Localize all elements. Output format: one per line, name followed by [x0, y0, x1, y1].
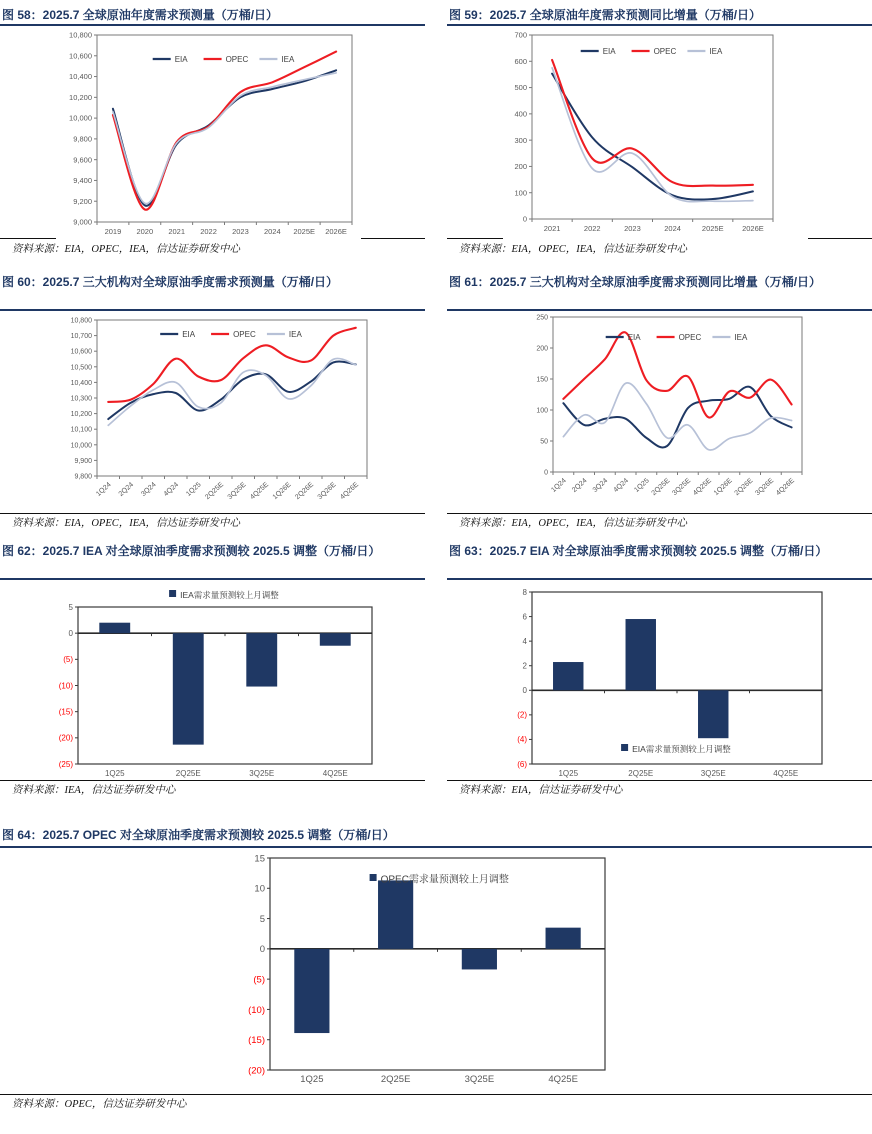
f62-xtick: 1Q25 [104, 769, 125, 779]
figure-61-title: 图 61：2025.7 三大机构对全球原油季度需求预测同比增量（万桶/日） [449, 274, 822, 289]
f61-xtick: 1Q25 [633, 476, 651, 494]
f64-ytick: (15) [248, 1034, 265, 1046]
f60-legend-label: OPEC [233, 329, 256, 339]
f61-xtick: 4Q24 [612, 476, 630, 494]
f61-plot-border [553, 317, 802, 472]
figure-58-chart [0, 26, 425, 238]
f62-xtick: 2Q25E [175, 769, 201, 779]
f64-xtick: 2Q25E [380, 1073, 411, 1085]
f59-legend-label: EIA [602, 46, 616, 56]
f60-ytick: 10,600 [70, 348, 92, 356]
f59-xtick: 2025E [701, 224, 724, 233]
f61-ytick: 100 [536, 407, 548, 415]
f61-svg [447, 311, 872, 513]
f58-legend-label: OPEC [225, 54, 249, 64]
f61-ytick: 150 [536, 376, 548, 384]
f59-ytick: 300 [514, 135, 527, 145]
f58-legend-label: EIA [174, 54, 188, 64]
f63-ytick: (2) [517, 710, 527, 720]
f62-bar-2Q25E [173, 633, 204, 744]
f58-legend [153, 55, 295, 64]
figure-60 [0, 273, 425, 531]
f61-legend [606, 332, 748, 341]
f58-ytick: 9,000 [73, 217, 92, 227]
figure-62-source: 资料来源：IEA，信达证券研发中心 [12, 785, 176, 797]
f58-series-OPEC [113, 52, 336, 210]
f63-xtick: 3Q25E [700, 769, 726, 779]
f63-ytick: 2 [522, 661, 527, 671]
f60-svg [0, 311, 425, 513]
f58-ytick: 10,800 [69, 30, 92, 40]
f59-svg [447, 26, 872, 238]
f60-xtick: 1Q25 [185, 480, 203, 498]
f60-xtick: 1Q26E [271, 480, 293, 501]
f61-xtick: 1Q26E [712, 476, 734, 497]
f60-series-OPEC [108, 327, 356, 401]
f58-xtick: 2024 [263, 227, 281, 236]
figure-64-source-row [0, 1094, 872, 1112]
f59-ytick: 400 [514, 109, 527, 119]
f61-ytick: 50 [540, 438, 548, 446]
f63-xtick: 1Q25 [558, 769, 579, 779]
figure-63-chart [447, 580, 872, 780]
f58-ytick: 9,600 [73, 155, 92, 165]
f64-legend [370, 872, 509, 885]
f60-ytick: 10,400 [70, 379, 92, 387]
f59-ytick: 100 [514, 188, 527, 198]
figure-60-title: 图 60：2025.7 三大机构对全球原油季度需求预测量（万桶/日） [2, 274, 339, 289]
f64-ytick: (10) [248, 1004, 265, 1016]
figure-64 [0, 824, 872, 1112]
f59-xtick: 2026E [742, 224, 764, 233]
figure-60-source: 资料来源：EIA，OPEC，IEA，信达证券研发中心 [12, 517, 241, 529]
figure-62-chart [0, 580, 425, 780]
f62-legend [169, 590, 279, 600]
f61-legend-label: OPEC [678, 332, 702, 342]
f63-xtick: 2Q25E [628, 769, 654, 779]
f59-legend [581, 47, 723, 56]
f62-svg [0, 580, 425, 780]
f60-xtick: 3Q26E [316, 480, 338, 501]
f61-xtick: 3Q25E [671, 476, 693, 497]
f62-ytick: (10) [58, 681, 73, 691]
figure-59-source: 资料来源：EIA，OPEC，IEA，信达证券研发中心 [459, 244, 688, 255]
f64-bar-2Q25E [378, 880, 413, 948]
f61-xtick: 3Q24 [591, 476, 610, 494]
f62-xtick: 4Q25E [322, 769, 348, 779]
figure-59-chart [447, 26, 872, 238]
f62-ytick: (5) [63, 655, 73, 665]
figure-58 [0, 0, 425, 257]
f64-ytick: (5) [253, 974, 265, 986]
f63-ytick: 8 [522, 588, 527, 598]
f60-xtick: 2Q24 [117, 480, 136, 498]
f59-xtick: 2022 [583, 224, 601, 233]
f58-xtick: 2026E [325, 227, 347, 236]
figure-row-3 [0, 542, 872, 798]
f58-xtick: 2025E [293, 227, 316, 236]
figure-64-chart [0, 848, 872, 1094]
figure-62 [0, 542, 425, 798]
f61-series-EIA [563, 386, 791, 447]
f62-ytick: (25) [58, 760, 73, 770]
figure-63-source-row [447, 780, 872, 798]
f60-xtick: 3Q24 [140, 480, 158, 498]
f64-svg [0, 848, 872, 1094]
f64-xtick: 3Q25E [464, 1073, 495, 1085]
figure-58-title: 图 58：2025.7 全球原油年度需求预测量（万桶/日） [2, 8, 279, 22]
f60-ytick: 10,300 [70, 395, 92, 403]
f60-legend-label: EIA [182, 329, 196, 339]
f59-legend-label: IEA [709, 46, 723, 56]
f61-xtick: 2Q25E [650, 476, 672, 497]
f59-plot-border [532, 35, 773, 219]
f62-ytick: (15) [58, 707, 73, 717]
f58-ytick: 10,600 [69, 51, 92, 61]
f64-bar-4Q25E [546, 928, 581, 949]
f61-series-OPEC [563, 332, 791, 417]
f58-xtick: 2023 [232, 227, 249, 236]
f60-ytick: 10,500 [70, 363, 92, 371]
f63-ytick: 6 [522, 612, 527, 622]
figure-59 [447, 0, 872, 257]
f58-xtick: 2019 [104, 227, 122, 236]
f63-legend-label: EIA需求量预测较上月调整 [632, 744, 731, 755]
f62-ytick: 5 [68, 603, 73, 613]
f64-bar-3Q25E [462, 949, 497, 970]
f58-ytick: 9,800 [73, 134, 92, 144]
f58-ytick: 10,200 [69, 92, 92, 102]
figure-63 [447, 542, 872, 798]
f62-xtick: 3Q25E [249, 769, 275, 779]
f59-xtick: 2024 [664, 224, 681, 233]
f60-ytick: 10,000 [70, 441, 92, 449]
f62-ytick: (20) [58, 733, 73, 743]
f58-series-IEA [113, 73, 336, 204]
f59-ytick: 200 [514, 162, 527, 172]
figure-59-title: 图 59：2025.7 全球原油年度需求预测同比增量（万桶/日） [449, 8, 762, 22]
f59-ytick: 700 [514, 30, 527, 40]
f60-ytick: 10,100 [70, 426, 92, 434]
figure-61 [447, 273, 872, 531]
figure-row-1 [0, 0, 872, 257]
f58-ytick: 10,400 [69, 72, 92, 82]
f64-legend-label: OPEC需求量预测较上月调整 [380, 874, 509, 886]
f63-svg [447, 580, 872, 780]
f63-ytick: 4 [522, 637, 527, 647]
f60-xtick: 3Q25E [226, 480, 248, 501]
f63-bar-3Q25E [698, 691, 728, 739]
figure-62-title: 图 62：2025.7 IEA 对全球原油季度需求预测较 2025.5 调整（万桶/日） [2, 544, 381, 559]
figure-62-source-row [0, 780, 425, 798]
f61-series-IEA [563, 383, 791, 450]
f58-legend-label: IEA [281, 54, 295, 64]
f60-ytick: 10,700 [70, 332, 92, 340]
f64-bar-1Q25 [294, 949, 329, 1033]
f59-legend-label: OPEC [653, 46, 677, 56]
f61-ytick: 250 [536, 314, 548, 322]
f63-legend [621, 744, 731, 754]
f60-xtick: 4Q24 [162, 480, 181, 498]
f59-ytick: 0 [522, 214, 527, 224]
figure-63-source: 资料来源：EIA，信达证券研发中心 [459, 785, 623, 797]
f59-xtick: 2023 [624, 224, 641, 233]
figure-61-source-row [447, 513, 872, 531]
figure-60-chart [0, 311, 425, 513]
figure-61-source: 资料来源：EIA，OPEC，IEA，信达证券研发中心 [459, 517, 688, 529]
f61-ytick: 0 [544, 469, 548, 477]
f60-ytick: 9,800 [74, 473, 92, 481]
f60-xtick: 2Q25E [204, 480, 226, 501]
f58-xtick: 2020 [136, 227, 154, 236]
f59-series-EIA [552, 74, 753, 200]
f60-xtick: 2Q26E [294, 480, 316, 501]
f64-ytick: 10 [254, 883, 265, 895]
f60-legend-label: IEA [288, 329, 302, 339]
f59-ytick: 500 [514, 83, 527, 93]
f62-bar-1Q25 [99, 623, 130, 633]
f59-xtick: 2021 [543, 224, 561, 233]
figure-64-source: 资料来源：OPEC，信达证券研发中心 [12, 1098, 187, 1110]
figure-60-source-row [0, 513, 425, 531]
f64-ytick: 15 [254, 853, 265, 865]
f62-legend-label: IEA需求量预测较上月调整 [180, 590, 279, 601]
f64-ytick: (20) [248, 1065, 265, 1077]
f61-legend-label: EIA [627, 332, 641, 342]
f62-bar-3Q25E [246, 633, 277, 686]
f62-ytick: 0 [68, 629, 73, 639]
figure-63-title: 图 63：2025.7 EIA 对全球原油季度需求预测较 2025.5 调整（万桶/日） [449, 544, 828, 559]
f61-xtick: 4Q26E [775, 476, 796, 497]
f61-xtick: 2Q26E [733, 476, 755, 497]
f64-ytick: 5 [259, 913, 265, 925]
f63-ytick: (6) [517, 760, 527, 770]
f61-xtick: 3Q26E [754, 476, 776, 497]
f63-xtick: 4Q25E [773, 769, 799, 779]
figure-61-chart [447, 311, 872, 513]
f60-xtick: 4Q25E [249, 480, 271, 501]
f64-xtick: 4Q25E [548, 1073, 578, 1085]
f61-xtick: 4Q25E [692, 476, 713, 497]
f61-legend-label: IEA [734, 332, 748, 342]
f62-bar-4Q25E [320, 633, 351, 646]
f63-ytick: (4) [517, 735, 527, 745]
f58-ytick: 9,200 [73, 196, 92, 206]
f64-ytick: 0 [259, 944, 265, 956]
f58-ytick: 10,000 [69, 113, 92, 123]
f58-xtick: 2022 [200, 227, 217, 236]
f58-ytick: 9,400 [73, 176, 92, 186]
f58-xtick: 2021 [168, 227, 186, 236]
f63-bar-2Q25E [626, 619, 656, 690]
f61-xtick: 1Q24 [550, 476, 568, 494]
f63-bar-1Q25 [553, 662, 583, 690]
f60-ytick: 9,900 [74, 457, 92, 465]
figure-59-source-row [447, 238, 872, 257]
f63-ytick: 0 [522, 686, 527, 696]
figure-58-source-row [0, 238, 425, 257]
f60-xtick: 4Q26E [339, 480, 361, 501]
figure-58-source: 资料来源：EIA，OPEC，IEA，信达证券研发中心 [12, 244, 241, 255]
f60-xtick: 1Q24 [95, 480, 113, 498]
f61-xtick: 2Q24 [571, 476, 589, 494]
f59-ytick: 600 [514, 56, 527, 66]
f60-ytick: 10,200 [70, 410, 92, 418]
f60-ytick: 10,800 [70, 317, 92, 325]
f60-legend [160, 329, 302, 338]
figure-row-2 [0, 273, 872, 531]
f58-svg [0, 26, 425, 238]
figure-64-title: 图 64：2025.7 OPEC 对全球原油季度需求预测较 2025.5 调整（万桶/日） [2, 827, 395, 842]
f61-ytick: 200 [536, 345, 548, 353]
f64-xtick: 1Q25 [300, 1073, 324, 1085]
f58-series-EIA [113, 70, 336, 206]
